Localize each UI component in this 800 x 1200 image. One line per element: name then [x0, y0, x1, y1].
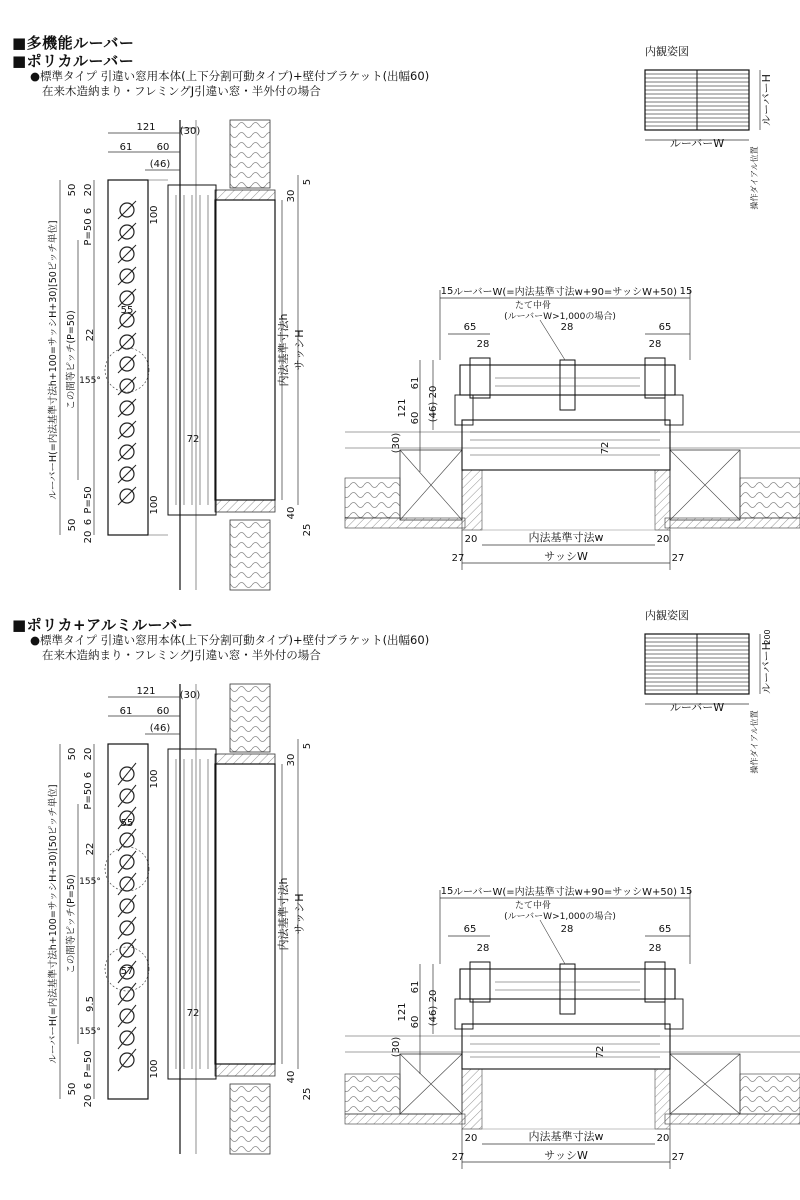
vertical-section-1	[108, 120, 275, 590]
v2-d30b: 30	[286, 753, 297, 767]
p2-sash: サッシW	[544, 1149, 588, 1162]
v1-p50a: P=50	[83, 218, 94, 246]
p2-d27b: 27	[671, 1152, 685, 1163]
v1-d30b: 30	[286, 189, 297, 203]
v1-d25: 25	[302, 523, 313, 537]
v2-label-left: ルーバーH(=内法基準寸法h+100=サッシH+30)[50ピッチ単位]	[48, 784, 59, 1064]
section1-desc1: ●標準タイプ 引違い窓用本体(上下分割可動タイプ)+壁付ブラケット(出幅60)	[30, 69, 430, 83]
v2-d25: 25	[302, 1087, 313, 1101]
louver-blade-vane	[118, 895, 136, 917]
v2-d9-5: 9.5	[85, 996, 96, 1012]
v1-label-pitch: この間等ピッチ(P=50)	[66, 310, 77, 410]
p1-d15a: 15	[440, 286, 454, 297]
p1-d27b: 27	[671, 553, 685, 564]
v1-d20a: 20	[83, 183, 94, 197]
inner-view-elevation-2	[645, 629, 773, 773]
louver-blade-vane	[118, 1049, 136, 1071]
v2-d20b: 20	[83, 1094, 94, 1108]
p1-d65a: 65	[463, 322, 477, 333]
v1-d72: 72	[186, 434, 200, 445]
v2-d6a: 6	[83, 771, 94, 779]
louver-blades-1	[118, 201, 136, 505]
louver-blade-vane	[118, 1005, 136, 1027]
p1-d28b: 28	[648, 339, 662, 350]
inner-view-h-1: ルーバーH	[760, 74, 773, 126]
v1-d155: 155°	[79, 376, 101, 386]
v1-d100b: 100	[149, 495, 160, 515]
section2-desc2: 在来木造納まり・フレミングJ引違い窓・半外付の場合	[42, 648, 321, 662]
inner-view-h-2: ルーバーH	[760, 642, 773, 694]
v2-d22: 22	[85, 842, 96, 856]
p1-d28: 28	[560, 322, 574, 333]
p1-d61: 61	[410, 376, 421, 390]
v1-d5: 5	[302, 178, 313, 186]
v2-d60: 60	[156, 706, 170, 717]
plan-section-2	[345, 885, 800, 1169]
v1-d6b: 6	[83, 518, 94, 526]
handle-note-2: 操作ダイアル位置	[750, 710, 759, 774]
v1-label-left: ルーバーH(=内法基準寸法h+100=サッシH+30)[50ピッチ単位]	[48, 220, 59, 500]
p2-inner: 内法基準寸法w	[528, 1130, 604, 1143]
p2-d121: 121	[397, 1002, 408, 1022]
p2-d30: (30)	[391, 1036, 402, 1058]
p2-top-label: ルーバーW(=内法基準寸法w+90=サッシW+50)	[452, 887, 678, 898]
v2-d61: 61	[119, 706, 133, 717]
louver-blade-vane	[118, 917, 136, 939]
v2-d100b: 100	[149, 1059, 160, 1079]
v2-label-inner: 内法基準寸法h	[277, 877, 290, 951]
v1-d50a: 50	[67, 183, 78, 197]
v2-d50a: 50	[67, 747, 78, 761]
p2-d65b: 65	[658, 924, 672, 935]
v1-label-inner: 内法基準寸法h	[277, 313, 290, 387]
louver-blade-vane	[118, 267, 136, 285]
p1-inner: 内法基準寸法w	[528, 531, 604, 544]
p2-d28b: 28	[648, 943, 662, 954]
v2-d50b: 50	[67, 1082, 78, 1096]
louver-blade-vane	[118, 983, 136, 1005]
louver-blade-vane	[118, 763, 136, 785]
p2-d60: 60	[410, 1015, 421, 1029]
section1-drawing	[47, 70, 800, 590]
v2-d40: 40	[286, 1070, 297, 1084]
plan-section-1	[345, 285, 800, 570]
inner-view-w-2: ルーバーW	[669, 701, 725, 714]
section1-subtitle: ■ポリカルーバー	[12, 52, 135, 70]
v2-d55: 55	[120, 818, 134, 829]
louver-blade-vane	[118, 1027, 136, 1049]
p1-d46: (46)	[428, 401, 439, 423]
v2-d155a: 155°	[79, 877, 101, 887]
p2-d61: 61	[410, 980, 421, 994]
p2-d46: (46)	[428, 1005, 439, 1027]
v1-d55: 55	[120, 305, 134, 316]
v1-d22: 22	[85, 328, 96, 342]
v2-d20a: 20	[83, 747, 94, 761]
v1-d30: (30)	[179, 126, 201, 137]
p1-d72: 72	[600, 441, 611, 455]
p1-mullion: たて中骨	[514, 301, 552, 311]
p2-d20b: 20	[656, 1133, 670, 1144]
p1-d121: 121	[397, 398, 408, 418]
p2-d72: 72	[595, 1045, 606, 1059]
p2-d15a: 15	[440, 886, 454, 897]
vertical-section-2	[108, 684, 275, 1154]
v1-d50b: 50	[67, 518, 78, 532]
p1-d20: 20	[428, 385, 439, 399]
handle-note-1: 操作ダイアル位置	[750, 146, 759, 210]
v2-d155b: 155°	[79, 1027, 101, 1037]
p2-mullion: たて中骨	[514, 901, 552, 911]
v2-label-pitch: この間等ピッチ(P=50)	[66, 874, 77, 974]
p1-d20b: 20	[656, 534, 670, 545]
section2-desc1: ●標準タイプ 引違い窓用本体(上下分割可動タイプ)+壁付ブラケット(出幅60)	[30, 633, 430, 647]
p2-d65a: 65	[463, 924, 477, 935]
louver-blade-vane	[118, 223, 136, 241]
inner-view-label-2: 内観姿図	[645, 609, 689, 622]
inner-view-elevation-1	[645, 70, 773, 210]
p1-d30: (30)	[391, 432, 402, 454]
v2-d5: 5	[302, 742, 313, 750]
v1-d61: 61	[119, 142, 133, 153]
p1-d60: 60	[410, 411, 421, 425]
p1-d28a: 28	[476, 339, 490, 350]
p1-d20a: 20	[464, 534, 478, 545]
louver-blade-vane	[118, 487, 136, 505]
louver-blade-vane	[118, 939, 136, 961]
p2-d20a: 20	[464, 1133, 478, 1144]
p1-d65b: 65	[658, 322, 672, 333]
louver-blade-vane	[118, 333, 136, 351]
v2-d121: 121	[136, 686, 156, 697]
louver-blade-vane	[118, 785, 136, 807]
v1-p50b: P=50	[83, 486, 94, 514]
p1-top-label: ルーバーW(=内法基準寸法w+90=サッシW+50)	[452, 287, 678, 298]
p2-d27a: 27	[451, 1152, 465, 1163]
section1-desc2: 在来木造納まり・フレミングJ引違い窓・半外付の場合	[42, 84, 321, 98]
v1-d40: 40	[286, 506, 297, 520]
louver-blade-vane	[118, 873, 136, 895]
louver-blade-vane	[118, 201, 136, 219]
louver-blade-vane	[118, 377, 136, 395]
v2-d46: (46)	[149, 723, 171, 734]
p2-d28: 28	[560, 924, 574, 935]
v1-d46: (46)	[149, 159, 171, 170]
louver-blade-vane	[118, 443, 136, 461]
louver-blade-vane	[118, 399, 136, 417]
v1-d60: 60	[156, 142, 170, 153]
v1-d100a: 100	[149, 205, 160, 225]
louver-blade-vane	[118, 421, 136, 439]
v1-d20b: 20	[83, 530, 94, 544]
v2-p50a: P=50	[83, 782, 94, 810]
p1-mullion-note: (ルーバーW>1,000の場合)	[504, 312, 616, 322]
v2-d6b: 6	[83, 1082, 94, 1090]
p2-d15b: 15	[679, 886, 693, 897]
inner-view-200: 200	[763, 629, 772, 645]
v1-d121: 121	[136, 122, 156, 133]
section1-title: ■多機能ルーバー	[12, 34, 135, 52]
v2-d100a: 100	[149, 769, 160, 789]
v2-d30: (30)	[179, 690, 201, 701]
v1-d6a: 6	[83, 207, 94, 215]
inner-view-label-1: 内観姿図	[645, 45, 689, 58]
v2-p50b: P=50	[83, 1050, 94, 1078]
p1-d27a: 27	[451, 553, 465, 564]
louver-blade-vane	[118, 465, 136, 483]
p1-d15b: 15	[679, 286, 693, 297]
p2-d28a: 28	[476, 943, 490, 954]
v1-label-sash: サッシH	[293, 329, 306, 371]
v2-d72: 72	[186, 1008, 200, 1019]
louver-blades-2	[118, 763, 136, 1071]
section2-title: ■ポリカ+アルミルーバー	[12, 616, 194, 634]
louver-blade-vane	[118, 355, 136, 373]
v2-d57: 57	[120, 966, 134, 977]
p1-sash: サッシW	[544, 550, 588, 563]
p2-mullion-note: (ルーバーW>1,000の場合)	[504, 912, 616, 922]
louver-blade-vane	[118, 245, 136, 263]
inner-view-w-1: ルーバーW	[669, 137, 725, 150]
section2-drawing	[47, 629, 800, 1169]
v2-label-sash: サッシH	[293, 893, 306, 935]
louver-blade-vane	[118, 851, 136, 873]
p2-d20: 20	[428, 989, 439, 1003]
